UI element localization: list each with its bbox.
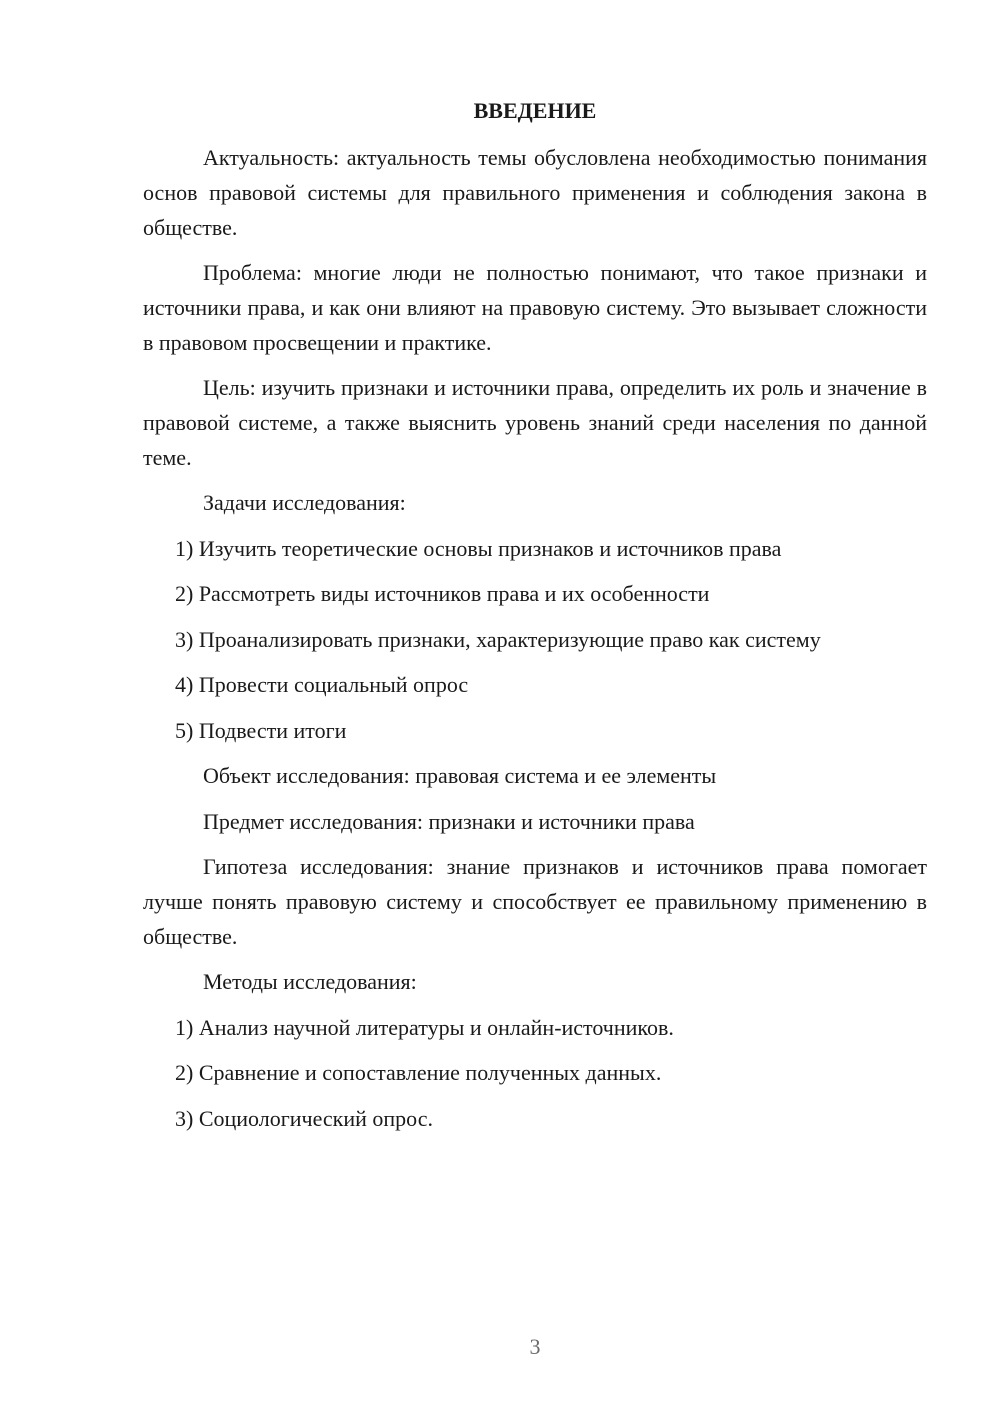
task-item-1: 1) Изучить теоретические основы признаков и источников права <box>175 535 782 561</box>
method-item-2: 2) Сравнение и сопоставление полученных данных. <box>175 1060 662 1085</box>
hypothesis-paragraph: Гипотеза исследования: знание признаков и источников права помогает лучше понять правовую систему и способствует ее правильному применению в обществе. <box>143 854 927 949</box>
method-item-1: 1) Анализ научной литературы и онлайн-источников. <box>175 1014 674 1040</box>
section-title: ВВЕДЕНИЕ <box>473 98 597 123</box>
page-number: 3 <box>529 1334 541 1359</box>
task-item-2: 2) Рассмотреть виды источников права и их особенности <box>175 581 710 606</box>
tasks-heading: Задачи исследования: <box>203 490 406 515</box>
document-page <box>143 96 927 1146</box>
task-item-3: 3) Проанализировать признаки, характеризующие право как систему <box>175 626 821 652</box>
research-object: Объект исследования: правовая система и ее элементы <box>203 763 717 788</box>
task-item-5: 5) Подвести итоги <box>175 717 347 743</box>
relevance-paragraph: Актуальность: актуальность темы обусловлена необходимостью понимания основ правовой системы для правильного применения и соблюдения закона в обществе. <box>143 145 927 240</box>
methods-heading: Методы исследования: <box>203 969 417 994</box>
problem-paragraph: Проблема: многие люди не полностью понимают, что такое признаки и источники права, и как они влияют на правовую систему. Это вызывает сложности в правовом просвещении и практике. <box>143 260 927 355</box>
task-item-4: 4) Провести социальный опрос <box>175 672 469 697</box>
research-subject: Предмет исследования: признаки и источники права <box>203 808 695 834</box>
method-item-3: 3) Социологический опрос. <box>175 1105 433 1131</box>
goal-paragraph: Цель: изучить признаки и источники права, определить их роль и значение в правовой системе, а также выяснить уровень знаний среди населения по данной теме. <box>143 375 927 470</box>
